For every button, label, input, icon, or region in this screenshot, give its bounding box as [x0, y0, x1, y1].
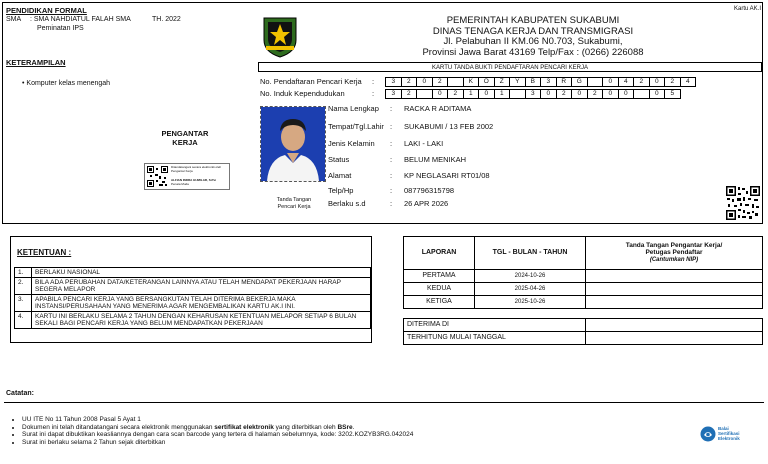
bio-value: BELUM MENIKAH [404, 155, 467, 164]
diterima-value [586, 319, 763, 332]
report-date: 2025-10-26 [475, 296, 586, 309]
report-signature-cell [586, 283, 763, 296]
bio-label: Tempat/Tgl.Lahir [328, 122, 384, 131]
id-char-box: 0 [602, 77, 619, 87]
id-char-box: 2 [587, 89, 604, 99]
id-char-box [509, 89, 526, 99]
id-char-box: 4 [618, 77, 635, 87]
rule-text: APABILA PENCARI KERJA YANG BERSANGKUTAN TELAH DITERIMA BEKERJA MAKA INSTANSI/PERUSAHAAN YANG MENERIMA AGAR MENGEMBALIKAN KARTU AK.I INI. [32, 295, 371, 312]
id-char-box: O [478, 77, 495, 87]
id-char-box [416, 89, 433, 99]
id-char-box: 2 [556, 89, 573, 99]
pendidikan-title: PENDIDIKAN FORMAL [6, 6, 87, 15]
ketentuan-title: KETENTUAN : [17, 248, 72, 257]
bsre-logo [700, 424, 760, 444]
catatan-title: Catatan: [6, 390, 35, 397]
pencaker-colon: : [372, 77, 375, 86]
report-signature-cell [586, 296, 763, 309]
col-laporan: LAPORAN [404, 237, 475, 270]
bio-label: Alamat [328, 171, 352, 180]
laporan-header-row [404, 237, 763, 270]
school-name: : SMA NAHDIATUL FALAH SMA [30, 16, 131, 23]
rule-number: 1. [15, 268, 32, 278]
bio-colon: : [390, 155, 393, 164]
id-char-box: 2 [664, 77, 681, 87]
id-char-box: K [463, 77, 480, 87]
report-label: KETIGA [404, 296, 475, 309]
bio-colon: : [390, 122, 393, 131]
id-char-box: Y [509, 77, 526, 87]
catatan-list [12, 416, 702, 446]
rule-text: BERLAKU NASIONAL [32, 268, 371, 278]
id-char-box: 0 [416, 77, 433, 87]
ketentuan-row [15, 295, 371, 312]
skill-item: • Komputer kelas menengah [22, 80, 111, 87]
sig-text-3: ALFIAN INDRA GUMILAR, S.Psi [171, 178, 217, 182]
id-char-box: 2 [401, 77, 418, 87]
caption-line1: Tanda Tangan [276, 197, 312, 203]
sig-text-4: Penata Muda [171, 181, 189, 186]
note-item [22, 424, 702, 432]
agency-header [300, 16, 766, 58]
report-date: 2025-04-26 [475, 283, 586, 296]
bio-value: LAKI - LAKI [404, 139, 444, 148]
id-char-box: Z [494, 77, 511, 87]
note-item: • UU ITE No 11 Tahun 2008 Pasal 5 Ayat 1 [22, 416, 702, 424]
bio-colon: : [390, 199, 393, 208]
bio-value: RACKA R ADITAMA [404, 104, 472, 113]
id-char-box: 3 [525, 89, 542, 99]
id-char-box [633, 89, 650, 99]
bio-label: Jenis Kelamin [328, 139, 375, 148]
signature-caption [262, 197, 326, 210]
terhitung-row [404, 332, 763, 345]
diterima-label: DITERIMA DI [404, 319, 586, 332]
pencaker-label: No. Pendaftaran Pencari Kerja [260, 77, 362, 86]
id-char-box: 3 [385, 77, 402, 87]
id-char-box: 2 [432, 77, 449, 87]
ketentuan-row [15, 268, 371, 278]
id-char-box: 0 [432, 89, 449, 99]
pengantar-line2: KERJA [172, 138, 198, 147]
id-char-box: 3 [540, 77, 557, 87]
report-date: 2024-10-26 [475, 270, 586, 283]
bio-colon: : [390, 104, 393, 113]
bsre-text-2: Sertifikasi [718, 431, 740, 436]
bio-colon: : [390, 139, 393, 148]
ketentuan-box [10, 236, 372, 343]
catatan-divider [4, 402, 764, 403]
id-char-box: 0 [540, 89, 557, 99]
laporan-table [403, 236, 763, 345]
rule-text: KARTU INI BERLAKU SELAMA 2 TAHUN DENGAN KEHARUSAN KETENTUAN MELAPOR SETIAP 6 BULAN SEKALI BAGI PENCARI KERJA YANG BELUM MENDAPATKAN PEKERJAAN [32, 312, 371, 329]
laporan-row [404, 270, 763, 283]
major: Peminatan IPS [37, 25, 84, 32]
id-char-box: 0 [571, 89, 588, 99]
header-line2: DINAS TENAGA KERJA DAN TRANSMIGRASI [432, 25, 634, 37]
bio-colon: : [390, 186, 393, 195]
header-line1: PEMERINTAH KABUPATEN SUKABUMI [446, 15, 620, 26]
nik-colon: : [372, 89, 375, 98]
keterampilan-title: KETERAMPILAN [6, 58, 66, 67]
bio-label: Nama Lengkap [328, 104, 379, 113]
id-char-box: G [571, 77, 588, 87]
card-title: KARTU TANDA BUKTI PENDAFTARAN PENCARI KERJA [258, 62, 762, 72]
report-label: PERTAMA [404, 270, 475, 283]
id-char-box: 0 [649, 89, 666, 99]
bsre-text-3: Elektronik [718, 436, 740, 441]
pengantar-line1: PENGANTAR [161, 129, 209, 138]
education-level: SMA [6, 16, 22, 23]
rule-number: 3. [15, 295, 32, 312]
pengantar-title [150, 129, 220, 147]
id-char-box: 0 [649, 77, 666, 87]
applicant-photo [261, 107, 325, 181]
id-char-box: 2 [447, 89, 464, 99]
nik-number-boxes [385, 89, 680, 99]
col3-line3: (Cantumkan NIP) [649, 256, 699, 263]
id-char-box: 2 [633, 77, 650, 87]
report-label: KEDUA [404, 283, 475, 296]
bsre-emblem-icon [700, 426, 716, 442]
graduation-year: TH. 2022 [152, 16, 181, 23]
laporan-row [404, 283, 763, 296]
col-date: TGL - BULAN - TAHUN [475, 237, 586, 270]
bsre-text-1: Balai [718, 426, 729, 431]
id-char-box: 2 [401, 89, 418, 99]
id-char-box: 1 [463, 89, 480, 99]
ketentuan-row [15, 278, 371, 295]
id-char-box: 5 [664, 89, 681, 99]
bio-value: 087796315798 [404, 186, 455, 195]
col-signature [586, 237, 763, 270]
rule-text: BILA ADA PERUBAHAN DATA/KETERANGAN LAINNYA ATAU TELAH MENDAPAT PEKERJAAN HARAP SEGERA MELAPOR [32, 278, 371, 295]
bio-colon: : [390, 171, 393, 180]
qr-code-icon[interactable] [726, 186, 760, 220]
corner-label: Kartu AK.I [733, 6, 761, 12]
terhitung-value [586, 332, 763, 345]
col3-line2: Petugas Pendaftar [645, 249, 703, 257]
note-item: • Surat ini berlaku selama 2 Tahun sejak diterbitkan [22, 439, 702, 447]
note-item: • Surat ini dapat dibuktikan keasliannya dengan cara scan barcode yang tertera di halaman sebelumnya, kode: 3202.KOZYB3RG.042024 [22, 431, 702, 439]
terhitung-label: TERHITUNG MULAI TANGGAL [404, 332, 586, 345]
sukabumi-crest-logo [262, 16, 298, 58]
id-char-box: 3 [385, 89, 402, 99]
caption-line2: Pencari Kerja [277, 203, 311, 210]
note-bold: sertifikat elektronik [214, 423, 274, 431]
pencaker-number-boxes [385, 77, 695, 87]
qr-code-small-icon [147, 166, 168, 187]
note-bold: BSre [337, 423, 353, 431]
id-char-box: 1 [494, 89, 511, 99]
id-char-box [447, 77, 464, 87]
id-char-box: 0 [618, 89, 635, 99]
id-char-box: 4 [680, 77, 697, 87]
bio-value: 26 APR 2026 [404, 199, 449, 208]
bio-value: KP NEGLASARI RT01/08 [404, 171, 490, 180]
rule-number: 2. [15, 278, 32, 295]
e-signature-box [144, 163, 230, 190]
rule-number: 4. [15, 312, 32, 329]
diterima-row [404, 319, 763, 332]
id-char-box: B [525, 77, 542, 87]
photo-frame [260, 106, 326, 182]
bio-label: Status [328, 155, 350, 164]
col3-line1: Tanda Tangan Pengantar Kerja/ [625, 241, 723, 249]
bio-label: Telp/Hp [328, 186, 354, 195]
sig-text-1: Ditandatangani secara elektronik oleh [171, 165, 222, 169]
header-line4: Provinsi Jawa Barat 43169 Telp/Fax : (0266) 226088 [422, 46, 644, 58]
spacer-row [404, 309, 763, 319]
note-text: . [352, 423, 355, 431]
note-text: yang diterbitkan oleh [273, 423, 338, 431]
id-char-box [587, 77, 604, 87]
nik-label: No. Induk Kependudukan [260, 89, 345, 98]
sig-text-2: Pengantar Kerja [171, 168, 193, 173]
header-line3: Jl. Pelabuhan II KM.06 N0.703, Sukabumi, [443, 36, 623, 47]
id-char-box: 0 [602, 89, 619, 99]
ketentuan-row [15, 312, 371, 329]
skill-label: Komputer kelas menengah [26, 80, 111, 87]
bio-label: Berlaku s.d [328, 199, 366, 208]
note-text: Dokumen ini telah ditandatangani secara elektronik menggunakan [22, 423, 215, 431]
id-char-box: R [556, 77, 573, 87]
laporan-row [404, 296, 763, 309]
bio-value: SUKABUMI / 13 FEB 2002 [404, 122, 494, 131]
ketentuan-table [14, 267, 371, 329]
id-char-box: 0 [478, 89, 495, 99]
report-signature-cell [586, 270, 763, 283]
